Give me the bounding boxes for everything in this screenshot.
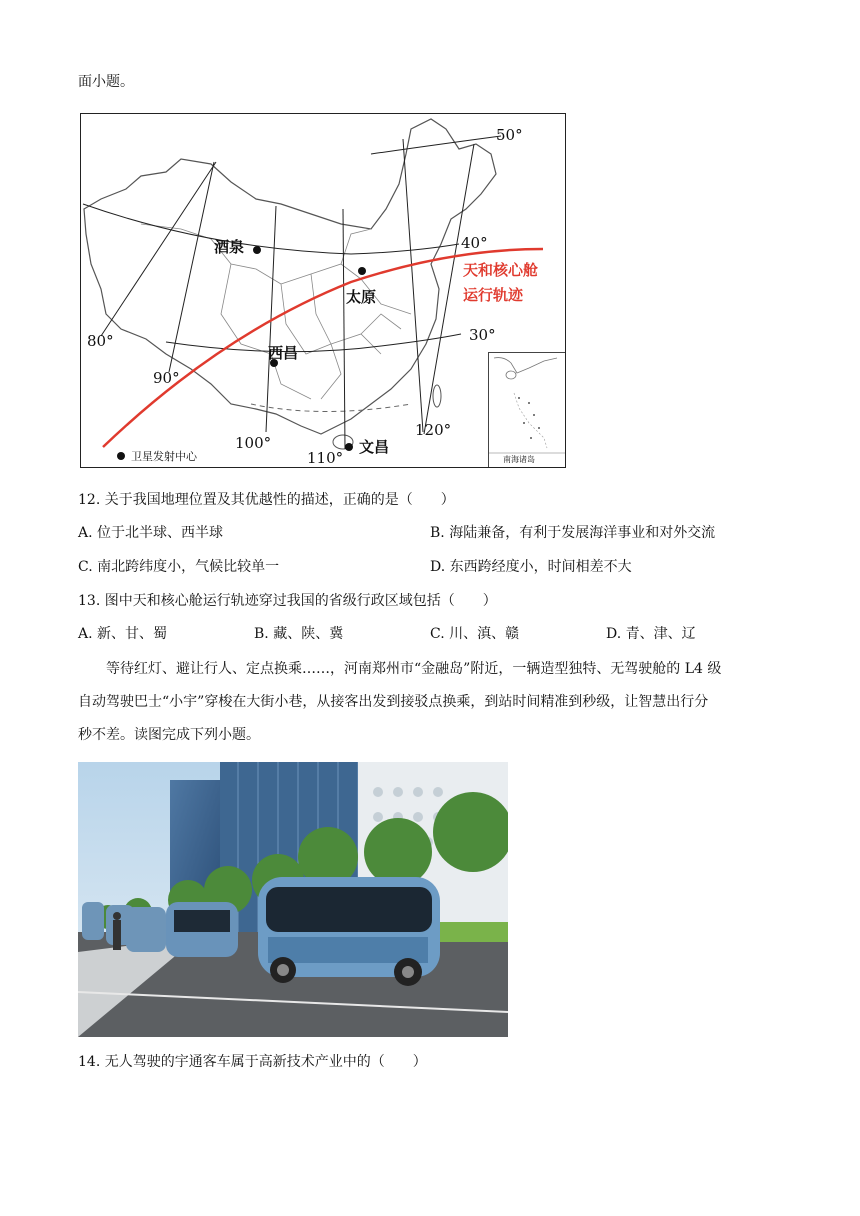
q13-stem: 13. 图中天和核心舱运行轨迹穿过我国的省级行政区域包括（ ） — [78, 593, 497, 609]
bus-photo-graphic — [78, 762, 508, 1037]
passage-line-1: 等待红灯、避让行人、定点换乘……，河南郑州市“金融岛”附近，一辆造型独特、无驾驶舱的 L4 级 — [106, 661, 722, 677]
q12-option-d: D. 东西跨经度小，时间相差不大 — [430, 559, 632, 575]
orbit-label — [463, 258, 538, 308]
passage-line-2: 自动驾驶巴士“小宇”穿梭在大街小巷，从接客出发到接驳点换乘，到站时间精准到秒级，让智慧出行分 — [78, 694, 709, 710]
city-label-xichang: 西昌 — [268, 344, 299, 362]
lon-label-120: 120° — [415, 421, 452, 439]
q13-option-d: D. 青、津、辽 — [606, 626, 696, 642]
passage-line-3: 秒不差。读图完成下列小题。 — [78, 727, 260, 743]
city-label-taiyuan: 太原 — [346, 288, 377, 306]
q12-option-a: A. 位于北半球、西半球 — [78, 525, 224, 541]
inset-label: 南海诸岛 — [503, 455, 535, 464]
lat-label-40: 40° — [461, 234, 488, 252]
city-label-wenchang: 文昌 — [359, 438, 390, 456]
china-map-figure — [80, 113, 566, 468]
city-label-jiuquan: 酒泉 — [214, 238, 245, 256]
inset-graphic — [489, 353, 565, 468]
lon-label-90: 90° — [153, 369, 180, 387]
q13-option-b: B. 藏、陕、冀 — [254, 626, 344, 642]
q13-option-a: A. 新、甘、蜀 — [78, 626, 168, 642]
legend-label: 卫星发射中心 — [131, 450, 197, 463]
orbit-label-line1: 天和核心舱 — [463, 261, 539, 279]
lat-label-50: 50° — [496, 126, 523, 144]
q12-stem: 12. 关于我国地理位置及其优越性的描述，正确的是（ ） — [78, 492, 455, 508]
lon-label-100: 100° — [235, 434, 272, 452]
lat-label-30: 30° — [469, 326, 496, 344]
q12-option-c: C. 南北跨纬度小，气候比较单一 — [78, 559, 280, 575]
continuation-text: 面小题。 — [78, 74, 134, 90]
q14-stem: 14. 无人驾驶的宇通客车属于高新技术产业中的（ ） — [78, 1054, 427, 1070]
lon-label-80: 80° — [87, 332, 114, 350]
q13-option-c: C. 川、滇、赣 — [430, 626, 520, 642]
q12-option-b: B. 海陆兼备，有利于发展海洋事业和对外交流 — [430, 525, 716, 541]
lon-label-110: 110° — [307, 449, 344, 467]
orbit-label-line2: 运行轨迹 — [463, 286, 524, 304]
autonomous-bus-photo — [78, 762, 508, 1037]
south-china-sea-inset — [488, 352, 566, 468]
